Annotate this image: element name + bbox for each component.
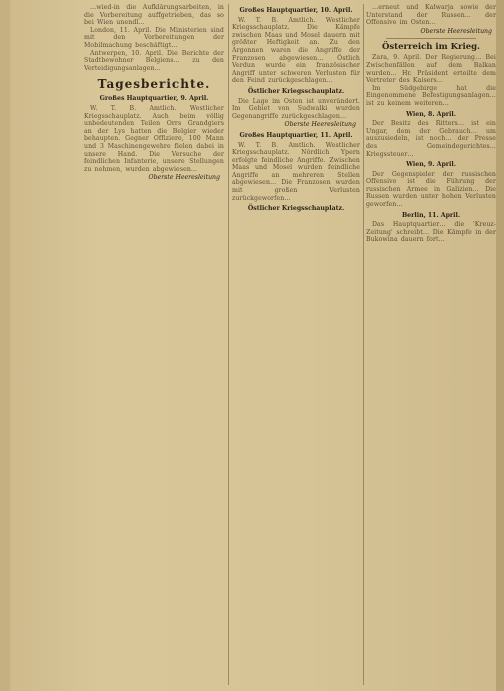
col1-sign-off: Oberste Heeresleitung bbox=[148, 174, 220, 182]
col2-report-heading-2: Großes Hauptquartier, 11. April. bbox=[239, 131, 353, 139]
column-1 bbox=[84, 4, 224, 685]
col3-wien-body-2: Der Gegenspieler der russischen Offensive ist die Führung der russischen Armee in Galizien… Die Russen wurden unter hohen Verlusten geworfen… bbox=[366, 170, 496, 209]
col3-wien-body-1: Der Besitz des Ritters… ist ein Ungar, dem der Gebrauch… um auszusiedeln, ist noch… der Presse des Gemeindegerichtes… Kriegssteuer… bbox=[366, 120, 496, 158]
section-divider bbox=[386, 38, 476, 39]
page-right-edge bbox=[496, 0, 504, 691]
column-2 bbox=[232, 4, 360, 685]
col1-london: London, 11. April. Die Ministerien sind mit den Vorbereitungen der Mobilmachung beschäftigt… bbox=[84, 26, 224, 49]
column-rule-2 bbox=[363, 4, 364, 685]
col3-berlin-body: Das Hauptquartier… die 'Kreuz-Zeitung' schreibt… Die Kämpfe in der Bukowina dauern fort… bbox=[366, 221, 496, 244]
col3-body-1: Zara, 9. April. Der Regierung… Bei Zwischenfällen auf dem Balkan wurden… Hr. Präsident erteilte dem Vertreter des Kaisers… bbox=[366, 54, 496, 85]
col2-east-body-1: Die Lage im Osten ist unverändert. Im Gebiet von Sudwalki wurden Gegenangriffe zurückgeschlagen… bbox=[232, 97, 360, 120]
col1-report-body: W. T. B. Amtlich. Westlicher Kriegsschauplatz. Auch beim völlig unbedeutenden Teilen Orrs Grandgiers an der Lys hatten die Belgier wieder behaupten. Gegner Offiziere, 100 Mann und 3 Maschinengewehre fielen dabei in unsere Hand. Die Versuche der feindlichen Infanterie, unsere Stellungen zu nehmen, wurden abgewiesen… bbox=[84, 104, 224, 173]
column-3 bbox=[366, 4, 496, 685]
col3-berlin-heading: Berlin, 11. April. bbox=[401, 211, 461, 219]
binding-edge bbox=[0, 0, 10, 691]
col3-intro: …erneut und Kalwarja sowie der Unterstand der Russen… der Offensive im Osten… bbox=[366, 4, 496, 27]
section-title-austria: Österreich im Krieg. bbox=[381, 42, 481, 53]
col2-report-body-1: W. T. B. Amtlich. Westlicher Kriegsschauplatz. Die Kämpfe zwischen Maas und Mosel dauern mit größter Heftigkeit an. Zu den Argonnen waren die Angriffe der Franzosen abgewiesen… Östlich Verdun wurde ein französischer Angriff unter schweren Verlusten für den Feind zurückgeschlagen… bbox=[232, 16, 360, 85]
col3-body-2: Im Südgebirge hat die Eingenommene Befestigungsanlagen… ist zu keinem weiteren… bbox=[366, 84, 496, 107]
col2-sign-off: Oberste Heeresleitung bbox=[284, 121, 356, 129]
col1-antwerp: Antwerpen, 10. April. Die Berichte der Stadtbewohner Belgiens… zu den Verteidigungsanlagen… bbox=[84, 49, 224, 72]
col1-intro: ...wied-in die Aufklärungsarbeiten, in die Vorbereitung auffgetrieben, das so bei Wien unendl… bbox=[84, 4, 224, 27]
col3-sign-off: Oberste Heeresleitung bbox=[420, 27, 492, 35]
col2-east-heading-2: Östlicher Kriegsschauplatz. bbox=[247, 205, 345, 213]
col3-wien-heading-2: Wien, 9. April. bbox=[406, 161, 456, 169]
col2-report-body-2: W. T. B. Amtlich. Westlicher Kriegsschauplatz. Nördlich Ypern erfolgte feindliche Angriffe. Zwischen Maas und Mosel wurden feindliche Angriffe an mehreren Stellen abgewiesen… Die Franzosen wurden mit großen Verlusten zurückgeworfen… bbox=[232, 141, 360, 202]
col1-report-heading: Großes Hauptquartier, 9. April. bbox=[99, 95, 209, 103]
col3-wien-heading-1: Wien, 8. April. bbox=[406, 110, 456, 118]
section-title-daily-reports: Tagesberichte. bbox=[97, 77, 211, 92]
column-rule-1 bbox=[228, 4, 229, 685]
col2-east-heading-1: Östlicher Kriegsschauplatz. bbox=[247, 87, 345, 95]
col2-report-heading-1: Großes Hauptquartier, 10. April. bbox=[239, 7, 353, 14]
